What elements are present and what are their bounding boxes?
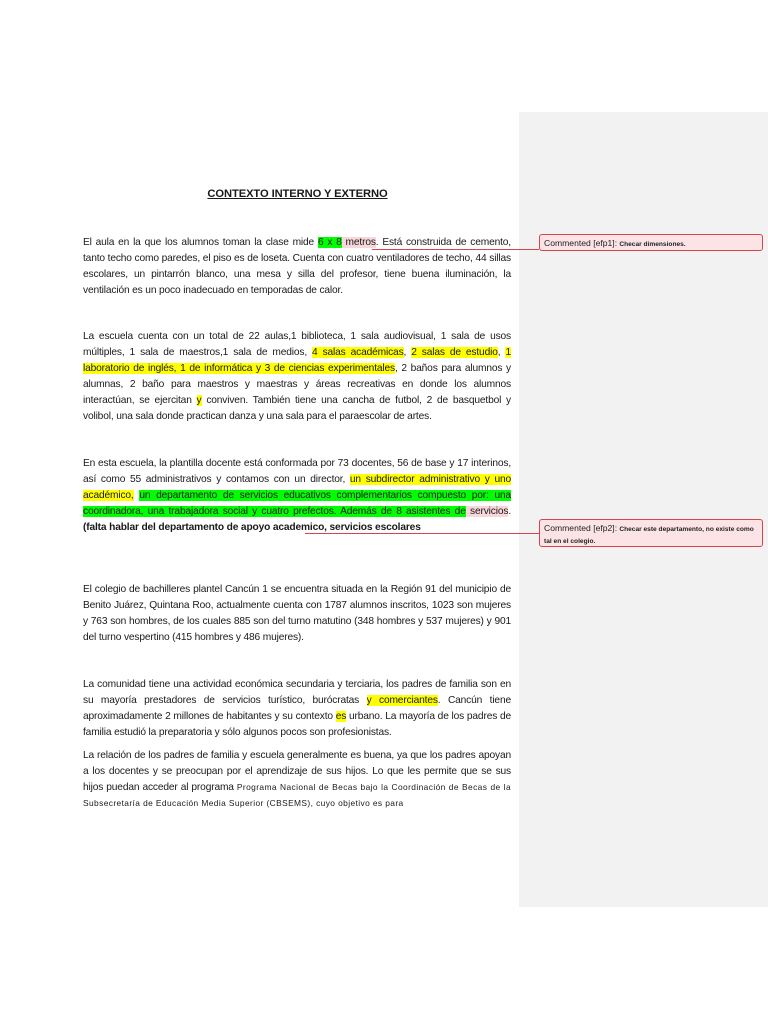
comment-efp2[interactable] xyxy=(539,519,763,547)
comment-connector-1 xyxy=(372,249,539,250)
highlight-study-rooms[interactable]: 2 salas de estudio xyxy=(411,346,498,358)
comment-author: Commented [efp2]: xyxy=(544,523,618,533)
paragraph-location: El colegio de bachilleres plantel Cancún 1 se encuentra situada en la Región 91 del municipio de Benito Juárez, Quintana Roo, actualmente cuenta con 1787 alumnos inscritos, 1023 son mujeres y 763 son hombres, de los cuales 885 son del turno matutino (348 hombres y 537 mujeres) y 901 del turno vespertino (415 hombres y 486 mujeres). xyxy=(83,584,511,643)
text-run: conviven. También tiene una cancha de futbol, 2 de basquetbol y volibol, una sala donde practican danza y una sala para el paraescolar de artes. xyxy=(83,394,512,422)
highlight-academic-rooms[interactable]: 4 salas académicas xyxy=(312,346,404,358)
document-title: CONTEXTO INTERNO Y EXTERNO xyxy=(207,188,388,200)
text-run: . Está construida de cemento, tanto techo como paredes, el piso es de loseta. Cuenta con cuatro ventiladores de techo, 44 sillas escolares, un pintarrón blanco, una mesa y silla del profesor, tiene buena iluminación, la ventilación es un poco inadecuado en temporadas de calor. xyxy=(83,237,511,296)
text-run: . Cancún tiene aproximadamente 2 millones de habitantes y su contexto xyxy=(83,694,511,722)
paragraph-facilities xyxy=(83,329,511,424)
text-run: . xyxy=(508,505,511,517)
comment-text: Checar este departamento, no existe como tal en el colegio. xyxy=(544,526,754,545)
highlight-subdirector[interactable]: un subdirector administrativo y uno académico, xyxy=(83,473,511,501)
highlight-department[interactable]: un departamento de servicios educativos complementarios compuesto por: una coordinadora, una trabajadora social y cuatro prefectos. Además de 8 asistentes de xyxy=(83,489,511,517)
text-run: La relación de los padres de familia y escuela generalmente es buena, ya que los padres apoyan a los docentes y se preocupan por el aprendizaje de sus hijos. Lo que les permite que se sus hijos puedan acceder al programa xyxy=(83,750,511,793)
text-run: La comunidad tiene una actividad económica secundaria y terciaria, los padres de familia son en su mayoría prestadores de servicios turístico, burócratas xyxy=(83,679,511,706)
comment-pane xyxy=(519,112,768,907)
small-text-run: Programa Nacional de Becas bajo la Coordinación de Becas de la Subsecretaría de Educación Media Superior (CBSEMS), cuyo objetivo es para xyxy=(83,781,512,808)
paragraph-classroom xyxy=(83,235,511,299)
text-run: En esta escuela, la plantilla docente está conformada por 73 docentes, 56 de base y 17 interinos, así como 55 administrativos y contamos con un director, xyxy=(83,458,511,485)
bold-note: (falta hablar del departamento de apoyo academico, servicios escolares xyxy=(83,521,421,533)
highlight-y[interactable]: y xyxy=(196,394,202,406)
comment-anchor-1[interactable]: metros xyxy=(341,237,376,248)
paragraph-parents xyxy=(83,748,511,812)
highlight-es[interactable]: es xyxy=(335,710,347,722)
text-run: La escuela cuenta con un total de 22 aulas,1 biblioteca, 1 sala audiovisual, 1 sala de usos múltiples, 1 sala de maestros,1 sala de medios, xyxy=(83,331,511,358)
paragraph-community xyxy=(83,677,511,741)
highlighted-dimensions[interactable]: 6 x 8 xyxy=(317,237,342,248)
comment-author: Commented [efp1]: xyxy=(544,238,618,248)
comment-connector-2 xyxy=(305,533,539,534)
paragraph-staff xyxy=(83,456,511,536)
comment-anchor-2[interactable]: servicios xyxy=(465,505,509,517)
text-run: , 2 baños para alumnos y alumnas, 2 baño para maestros y maestras y áreas recreativas en donde los alumnos interactúan, se ejercitan xyxy=(83,362,512,406)
comment-text: Checar dimensiones. xyxy=(619,241,686,248)
text-run: El aula en la que los alumnos toman la clase mide xyxy=(83,237,318,248)
highlight-labs[interactable]: 1 laboratorio de inglés, 1 de informática y 3 de ciencias experimentales xyxy=(83,346,511,374)
text-run: , xyxy=(403,346,412,358)
highlight-comerciantes[interactable]: y comerciantes xyxy=(366,694,438,706)
text-run: , xyxy=(497,346,506,358)
text-run: urbano. La mayoría de los padres de familia estudió la preparatoria y sólo algunos pocos son profesionistas. xyxy=(83,710,511,738)
comment-efp1[interactable] xyxy=(539,234,763,251)
